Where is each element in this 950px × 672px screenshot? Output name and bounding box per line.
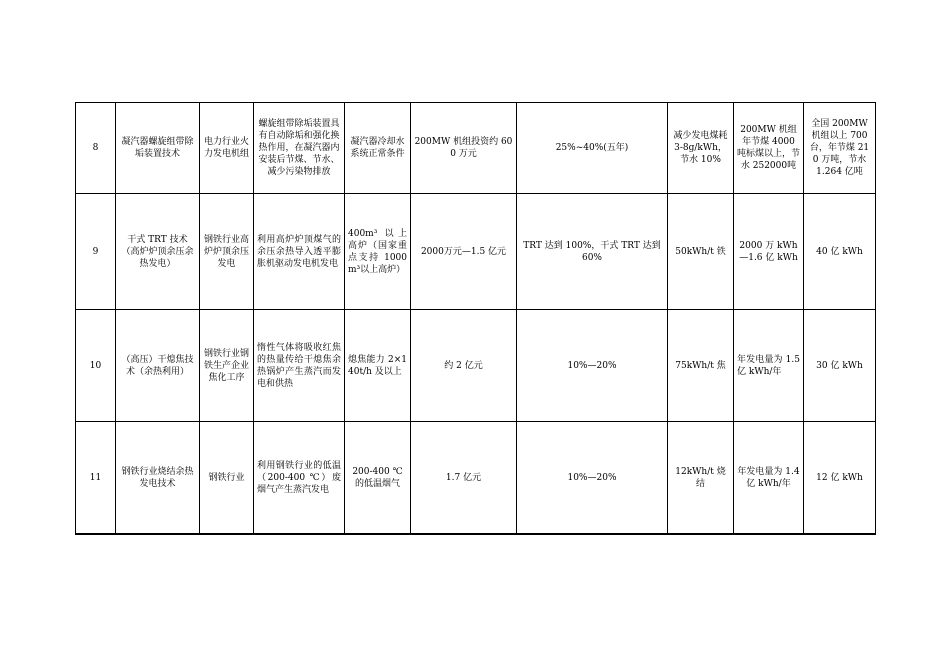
penetration-rate: 25%~40%(五年)	[517, 103, 668, 194]
application-scope: 电力行业火力发电机组	[200, 103, 254, 194]
technology-content: 利用钢铁行业的低温（200-400 ℃）废烟气产生蒸汽发电	[254, 422, 345, 535]
application-conditions: 熄焦能力 2×140t/h 及以上	[345, 310, 411, 422]
saving-potential: 年发电量为 1.5 亿 kWh/年	[734, 310, 804, 422]
table-row	[76, 194, 876, 310]
unit-saving: 50kWh/t 铁	[668, 194, 734, 310]
row-number: 8	[76, 103, 116, 194]
technology-name: 干式 TRT 技术（高炉炉顶余压余热发电）	[116, 194, 200, 310]
saving-potential: 年发电量为 1.4 亿 kWh/年	[734, 422, 804, 535]
investment: 约 2 亿元	[411, 310, 517, 422]
saving-potential: 2000 万 kWh—1.6 亿 kWh	[734, 194, 804, 310]
investment: 2000万元—1.5 亿元	[411, 194, 517, 310]
row-number: 10	[76, 310, 116, 422]
application-conditions: 凝汽器冷却水系统正常条件	[345, 103, 411, 194]
investment: 200MW 机组投资约 600 万元	[411, 103, 517, 194]
unit-saving: 减少发电煤耗 3-8g/kWh，节水 10%	[668, 103, 734, 194]
technology-table	[75, 102, 876, 535]
row-number: 9	[76, 194, 116, 310]
application-conditions: 200-400 ℃的低温烟气	[345, 422, 411, 535]
table-row	[76, 103, 876, 194]
application-scope: 钢铁行业	[200, 422, 254, 535]
investment: 1.7 亿元	[411, 422, 517, 535]
table-row	[76, 310, 876, 422]
total-saving: 全国 200MW 机组以上 700 台，年节煤 210 万吨，节水 1.264 亿吨	[804, 103, 876, 194]
row-number: 11	[76, 422, 116, 535]
penetration-rate: 10%—20%	[517, 422, 668, 535]
table-row	[76, 422, 876, 535]
technology-name: 凝汽器螺旋组带除垢装置技术	[116, 103, 200, 194]
unit-saving: 12kWh/t 烧结	[668, 422, 734, 535]
total-saving: 30 亿 kWh	[804, 310, 876, 422]
total-saving: 40 亿 kWh	[804, 194, 876, 310]
technology-content: 惰性气体将吸收红焦的热量传给干熄焦余热锅炉产生蒸汽而发电和供热	[254, 310, 345, 422]
total-saving: 12 亿 kWh	[804, 422, 876, 535]
unit-saving: 75kWh/t 焦	[668, 310, 734, 422]
saving-potential: 200MW 机组年节煤 4000 吨标煤以上，节水 252000吨	[734, 103, 804, 194]
technology-content: 螺旋组带除垢装置具有自动除垢和强化换热作用，在凝汽器内安装后节煤、节水、减少污染物排放	[254, 103, 345, 194]
application-scope: 钢铁行业高炉炉顶余压发电	[200, 194, 254, 310]
technology-content: 利用高炉炉顶煤气的余压余热导入透平膨胀机驱动发电机发电	[254, 194, 345, 310]
penetration-rate: TRT 达到 100%，干式 TRT 达到 60%	[517, 194, 668, 310]
application-conditions: 400m³ 以上高炉（国家重点支持 1000m³以上高炉）	[345, 194, 411, 310]
technology-name: 钢铁行业烧结余热发电技术	[116, 422, 200, 535]
penetration-rate: 10%—20%	[517, 310, 668, 422]
technology-name: （高压）干熄焦技术（余热利用）	[116, 310, 200, 422]
application-scope: 钢铁行业钢铁生产企业焦化工序	[200, 310, 254, 422]
